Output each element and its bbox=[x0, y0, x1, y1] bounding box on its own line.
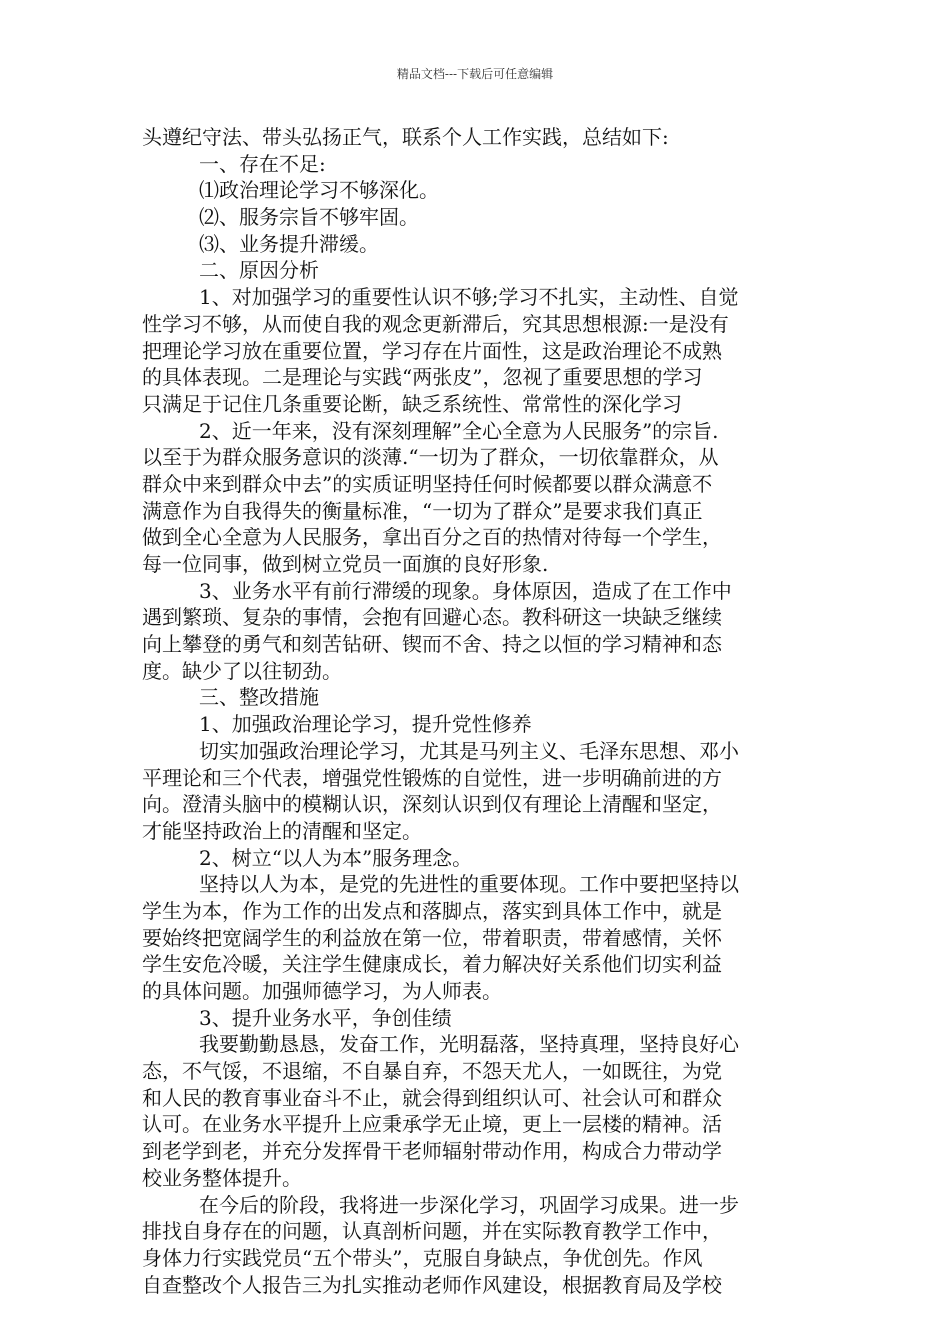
text-line: 遇到繁琐、复杂的事情，会抱有回避心态。教科研这一块缺乏继续 bbox=[142, 605, 722, 630]
text-line: 只满足于记住几条重要论断，缺乏系统性、常常性的深化学习 bbox=[142, 391, 682, 416]
text-line: 学生安危冷暖，关注学生健康成长，着力解决好关系他们切实利益 bbox=[142, 952, 722, 977]
text-line: 度。缺少了以往韧劲。 bbox=[142, 658, 342, 683]
text-line: 2、树立“以人为本”服务理念。 bbox=[199, 845, 473, 870]
text-line: 2、近一年来，没有深刻理解”全心全意为人民服务”的宗旨. bbox=[199, 418, 719, 443]
text-line: 才能坚持政治上的清醒和坚定。 bbox=[142, 818, 422, 843]
text-line: 排找自身存在的问题，认真剖析问题，并在实际教育教学工作中， bbox=[142, 1219, 722, 1244]
text-line: 做到全心全意为人民服务，拿出百分之百的热情对待每一个学生， bbox=[142, 525, 722, 550]
text-line: 性学习不够，从而使自我的观念更新滞后，究其思想根源:一是没有 bbox=[142, 311, 729, 336]
text-line: 1、对加强学习的重要性认识不够;学习不扎实，主动性、自觉 bbox=[199, 285, 739, 310]
text-line: 把理论学习放在重要位置，学习存在片面性，这是政治理论不成熟 bbox=[142, 338, 722, 363]
text-line: 身体力行实践党员“五个带头”，克服自身缺点，争优创先。作风 bbox=[142, 1245, 703, 1270]
text-line: 平理论和三个代表，增强党性锻炼的自觉性，进一步明确前进的方 bbox=[142, 765, 722, 790]
text-line: 自查整改个人报告三为扎实推动老师作风建设，根据教育局及学校 bbox=[142, 1272, 722, 1297]
text-line: ⑴政治理论学习不够深化。 bbox=[199, 178, 439, 203]
text-line: 要始终把宽阔学生的利益放在第一位，带着职责，带着感情，关怀 bbox=[142, 925, 722, 950]
text-line: 学生为本，作为工作的出发点和落脚点，落实到具体工作中，就是 bbox=[142, 898, 722, 923]
text-line: 态，不气馁，不退缩，不自暴自弃，不怨天尤人，一如既往，为党 bbox=[142, 1059, 722, 1084]
text-line: 满意作为自我得失的衡量标准，“一切为了群众”是要求我们真正 bbox=[142, 498, 703, 523]
text-line: 认可。在业务水平提升上应秉承学无止境，更上一层楼的精神。活 bbox=[142, 1112, 722, 1137]
text-line: 我要勤勤恳恳，发奋工作，光明磊落，坚持真理，坚持良好心 bbox=[199, 1032, 739, 1057]
text-line: 1、加强政治理论学习，提升党性修养 bbox=[199, 712, 532, 737]
text-line: 向上攀登的勇气和刻苦钻研、锲而不舍、持之以恒的学习精神和态 bbox=[142, 632, 722, 657]
text-line: 3、业务水平有前行滞缓的现象。身体原因，造成了在工作中 bbox=[199, 578, 732, 603]
text-line: 的具体问题。加强师德学习，为人师表。 bbox=[142, 979, 502, 1003]
text-line: 3、提升业务水平，争创佳绩 bbox=[199, 1005, 452, 1030]
text-line: 坚持以人为本，是党的先进性的重要体现。工作中要把坚持以 bbox=[199, 872, 739, 897]
text-line: 每一位同事，做到树立党员一面旗的良好形象. bbox=[142, 552, 549, 576]
text-line: 和人民的教育事业奋斗不止，就会得到组织认可、社会认可和群众 bbox=[142, 1085, 722, 1110]
text-line: 到老学到老，并充分发挥骨干老师辐射带动作用，构成合力带动学 bbox=[142, 1139, 722, 1164]
text-line: ⑵、服务宗旨不够牢固。 bbox=[199, 205, 419, 230]
text-line: 校业务整体提升。 bbox=[142, 1165, 302, 1190]
text-line: 向。澄清头脑中的模糊认识，深刻认识到仅有理论上清醒和坚定， bbox=[142, 792, 722, 817]
text-line: 以至于为群众服务意识的淡薄.“一切为了群众，一切依靠群众，从 bbox=[142, 445, 719, 470]
text-line: 在今后的阶段，我将进一步深化学习，巩固学习成果。进一步 bbox=[199, 1192, 739, 1217]
text-line: 的具体表现。二是理论与实践“两张皮”，忽视了重要思想的学习 bbox=[142, 365, 703, 390]
text-line: 头遵纪守法、带头弘扬正气，联系个人工作实践，总结如下: bbox=[142, 125, 669, 149]
document-body bbox=[142, 124, 808, 1298]
text-line: ⑶、业务提升滞缓。 bbox=[199, 231, 379, 256]
text-line: 群众中来到群众中去”的实质证明坚持任何时候都要以群众满意不 bbox=[142, 471, 713, 496]
text-line: 一、存在不足: bbox=[199, 151, 326, 176]
page-header: 精品文档---下载后可任意编辑 bbox=[396, 67, 554, 81]
text-line: 二、原因分析 bbox=[199, 258, 319, 283]
text-line: 切实加强政治理论学习，尤其是马列主义、毛泽东思想、邓小 bbox=[199, 738, 739, 763]
text-line: 三、整改措施 bbox=[199, 685, 319, 710]
